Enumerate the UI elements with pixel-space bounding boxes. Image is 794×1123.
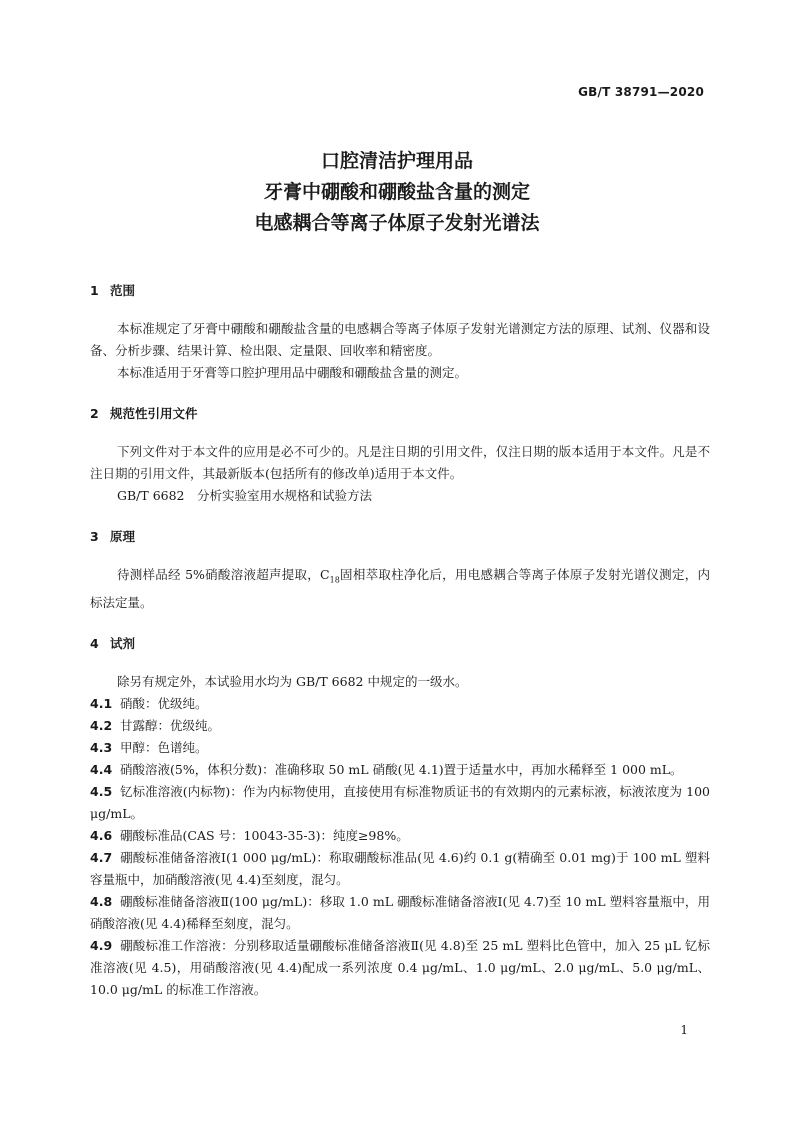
reagent-item bbox=[90, 825, 710, 847]
reagent-item bbox=[90, 737, 710, 759]
item-number: 4.5 bbox=[90, 783, 113, 799]
document-title bbox=[0, 146, 794, 239]
title-line-1: 口腔清洁护理用品 bbox=[320, 150, 473, 172]
reference-item: GB/T 6682 分析实验室用水规格和试验方法 bbox=[117, 488, 373, 503]
item-number: 4.3 bbox=[90, 739, 113, 755]
item-text: 甲醇：色谱纯。 bbox=[120, 739, 208, 755]
item-text: 硼酸标准储备溶液Ⅱ(100 μg/mL)：移取 1.0 mL 硼酸标准储备溶液Ⅰ(见 4.7)至 10 mL 塑料容量瓶中，用硝酸溶液(见 4.4)稀释至刻度，混匀。 bbox=[90, 893, 710, 931]
section-title: 原理 bbox=[110, 529, 136, 544]
item-number: 4.6 bbox=[90, 827, 113, 843]
item-number: 4.1 bbox=[90, 695, 113, 711]
paragraph: 下列文件对于本文件的应用是必不可少的。凡是注日期的引用文件，仅注日期的版本适用于本文件。凡是不注日期的引用文件，其最新版本(包括所有的修改单)适用于本文件。 bbox=[90, 444, 710, 481]
item-text: 硼酸标准储备溶液Ⅰ(1 000 μg/mL)：称取硼酸标准品(见 4.6)约 0.1 g(精确至 0.01 mg)于 100 mL 塑料容量瓶中，加硝酸溶液(见 4.4)至刻度，混匀。 bbox=[90, 849, 710, 887]
reagent-item bbox=[90, 781, 710, 825]
title-line-3: 电感耦合等离子体原子发射光谱法 bbox=[254, 212, 540, 234]
reagent-item bbox=[90, 693, 710, 715]
paragraph: 除另有规定外，本试验用水均为 GB/T 6682 中规定的一级水。 bbox=[117, 673, 468, 689]
item-text: 硝酸：优级纯。 bbox=[120, 695, 208, 711]
item-text: 甘露醇：优级纯。 bbox=[120, 717, 221, 733]
item-number: 4.4 bbox=[90, 761, 113, 777]
title-line-2: 牙膏中硼酸和硼酸盐含量的测定 bbox=[263, 181, 530, 203]
text-run: 固相萃取柱净化后，用电感耦合等离子体原子发射光谱仪测定，内标法定量。 bbox=[90, 567, 710, 610]
section-number: 3 bbox=[90, 529, 99, 544]
section-heading-scope bbox=[90, 280, 710, 302]
reagent-item bbox=[90, 891, 710, 935]
reagent-item bbox=[90, 715, 710, 737]
paragraph: 本标准适用于牙膏等口腔护理用品中硼酸和硼酸盐含量的测定。 bbox=[117, 365, 468, 380]
document-body bbox=[90, 280, 710, 1001]
section-heading-reagents bbox=[90, 633, 710, 655]
section-heading-normative-references bbox=[90, 403, 710, 425]
section-title: 规范性引用文件 bbox=[110, 406, 198, 421]
item-number: 4.8 bbox=[90, 893, 113, 909]
section-number: 2 bbox=[90, 406, 99, 421]
item-text: 硼酸标准品(CAS 号：10043-35-3)：纯度≥98%。 bbox=[120, 827, 409, 843]
reagent-item bbox=[90, 759, 710, 781]
item-text: 钇标准溶液(内标物)：作为内标物使用，直接使用有标准物质证书的有效期内的元素标液，标液浓度为 100 μg/mL。 bbox=[90, 783, 710, 821]
item-number: 4.9 bbox=[90, 937, 113, 953]
item-number: 4.7 bbox=[90, 849, 113, 865]
section-number: 1 bbox=[90, 283, 99, 298]
item-text: 硼酸标准工作溶液：分别移取适量硼酸标准储备溶液Ⅱ(见 4.8)至 25 mL 塑料比色管中，加入 25 μL 钇标准溶液(见 4.5)，用硝酸溶液(见 4.4)配成一系列浓度 0.4 μg/mL、1.0 μg/mL、2.0 μg/mL、5.0 μg/mL、10.0 μg/mL 的标准工作溶液。 bbox=[90, 937, 710, 997]
section-heading-principle bbox=[90, 526, 710, 548]
section-title: 范围 bbox=[110, 283, 136, 298]
paragraph: 本标准规定了牙膏中硼酸和硼酸盐含量的电感耦合等离子体原子发射光谱测定方法的原理、试剂、仪器和设备、分析步骤、结果计算、检出限、定量限、回收率和精密度。 bbox=[90, 321, 710, 358]
standard-code: GB/T 38791—2020 bbox=[578, 85, 704, 99]
section-number: 4 bbox=[90, 635, 99, 651]
text-run: 待测样品经 5%硝酸溶液超声提取，C bbox=[117, 567, 330, 582]
reagent-item bbox=[90, 935, 710, 1001]
item-number: 4.2 bbox=[90, 717, 113, 733]
item-text: 硝酸溶液(5%，体积分数)：准确移取 50 mL 硝酸(见 4.1)置于适量水中，再加水稀释至 1 000 mL。 bbox=[120, 761, 683, 777]
section-title: 试剂 bbox=[110, 635, 136, 651]
reagent-item bbox=[90, 847, 710, 891]
page-number: 1 bbox=[680, 1023, 688, 1037]
paragraph bbox=[90, 564, 710, 614]
subscript: 18 bbox=[329, 575, 340, 585]
